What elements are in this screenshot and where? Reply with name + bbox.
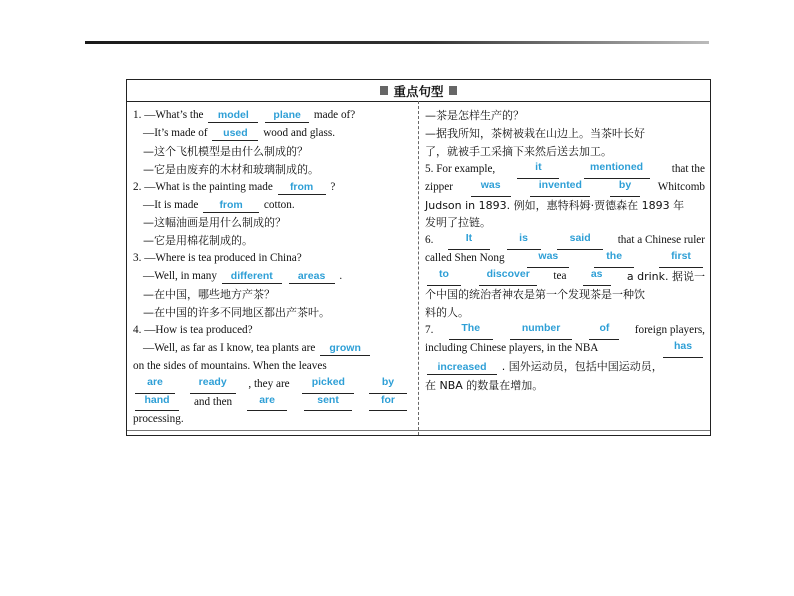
- panel-header: [127, 80, 710, 102]
- sentence-line: —It is made from cotton.: [143, 198, 295, 211]
- answer-blank: number: [510, 322, 572, 340]
- answer-blank: The: [449, 322, 493, 340]
- answer-blank: it: [517, 161, 559, 179]
- top-decorative-bar: [85, 41, 709, 44]
- sentence-line: 7. The number of foreign players,: [425, 322, 705, 340]
- sentence-line: zipper was invented by Whitcomb: [425, 179, 705, 197]
- sentence-line: 5. For example, it mentioned that the: [425, 161, 705, 179]
- answer-blank: are: [247, 394, 287, 412]
- answer-blank: first: [659, 250, 703, 268]
- answer-blank: was: [527, 250, 569, 268]
- sentence-line: are ready , they are picked by: [133, 376, 409, 394]
- header-title: 重点句型: [393, 83, 444, 99]
- sentence-line: increased . 国外运动员，包括中国运动员，: [425, 358, 705, 377]
- sentence-line: 4. —How is tea produced?: [133, 323, 253, 336]
- bottom-rule: [127, 430, 710, 431]
- answer-blank: areas: [289, 270, 335, 284]
- answer-blank: the: [594, 250, 634, 268]
- translation-line: —据我所知，茶树被栽在山边上。当茶叶长好: [425, 126, 645, 140]
- answer-blank: sent: [304, 394, 352, 412]
- sentence-line: called Shen Nong was the first: [425, 250, 705, 268]
- sentence-line: to discover tea as a drink. 据说一: [425, 268, 705, 286]
- translation-line: —它是由废弃的木材和玻璃制成的。: [143, 162, 319, 176]
- answer-blank: model: [208, 109, 258, 123]
- translation-line: 料的人。: [425, 305, 469, 319]
- sentence-line: processing.: [133, 413, 184, 426]
- translation-line: —它是用棉花制成的。: [143, 234, 253, 248]
- sentence-line: —It’s made of used wood and glass.: [143, 126, 335, 139]
- translation-line: —在中国的许多不同地区都出产茶叶。: [143, 305, 330, 319]
- answer-blank: discover: [479, 268, 537, 286]
- answer-blank: said: [557, 232, 603, 250]
- answer-blank: of: [589, 322, 619, 340]
- translation-line: 个中国的统治者神农是第一个发现茶是一种饮: [425, 288, 645, 302]
- translation-line: 了，就被手工采摘下来然后送去加工。: [425, 144, 612, 158]
- answer-blank: hand: [135, 394, 179, 412]
- answer-blank: are: [135, 376, 175, 394]
- answer-blank: mentioned: [584, 161, 650, 179]
- answer-blank: from: [278, 181, 326, 195]
- answer-blank: was: [471, 179, 511, 197]
- answer-blank: by: [369, 376, 407, 394]
- answer-blank: as: [583, 268, 611, 286]
- answer-blank: ready: [190, 376, 236, 394]
- answer-blank: used: [212, 127, 258, 141]
- translation-line: —这个飞机模型是由什么制成的？: [143, 144, 308, 158]
- answer-blank: grown: [320, 342, 370, 356]
- sentence-line: 6. It is said that a Chinese ruler: [425, 232, 705, 250]
- translation-line: 在 NBA 的数量在增加。: [425, 378, 544, 392]
- answer-blank: to: [427, 268, 461, 286]
- answer-blank: invented: [530, 179, 590, 197]
- square-bullet-icon: [380, 86, 388, 95]
- sentence-line: on the sides of mountains. When the leaves: [133, 359, 327, 372]
- sentence-line: 1. —What’s the model plane made of?: [133, 109, 356, 121]
- answer-blank: increased: [427, 361, 497, 375]
- translation-line: —茶是怎样生产的？: [425, 109, 524, 122]
- sentence-line: —Well, as far as I know, tea plants are grown: [133, 340, 409, 358]
- answer-blank: by: [610, 179, 640, 197]
- sentence-line: 3. —Where is tea produced in China?: [133, 252, 302, 265]
- answer-blank: It: [448, 232, 490, 250]
- right-column: [425, 107, 705, 395]
- sentence-line: hand and then are sent for: [133, 394, 409, 412]
- answer-blank: different: [222, 270, 282, 284]
- key-sentences-panel: [126, 79, 711, 436]
- translation-line: 发明了拉链。: [425, 216, 491, 230]
- answer-blank: for: [369, 394, 407, 412]
- left-column: [133, 107, 409, 429]
- translation-line: —在中国，哪些地方产茶？: [143, 288, 275, 302]
- column-divider: [418, 101, 419, 435]
- answer-blank: plane: [265, 109, 309, 123]
- square-bullet-icon: [449, 86, 457, 95]
- answer-blank: has: [663, 340, 703, 358]
- translation-line: —这幅油画是用什么制成的？: [143, 216, 286, 230]
- sentence-line: —Well, in many different areas .: [143, 270, 343, 283]
- panel-body: [127, 101, 710, 435]
- answer-blank: picked: [302, 376, 354, 394]
- sentence-line: including Chinese players, in the NBA has: [425, 340, 705, 358]
- sentence-line: Judson in 1893. 例如，惠特科姆·贾德森在 1893 年: [425, 198, 685, 212]
- answer-blank: is: [507, 232, 541, 250]
- sentence-line: 2. —What is the painting made from ?: [133, 180, 336, 193]
- answer-blank: from: [203, 199, 259, 213]
